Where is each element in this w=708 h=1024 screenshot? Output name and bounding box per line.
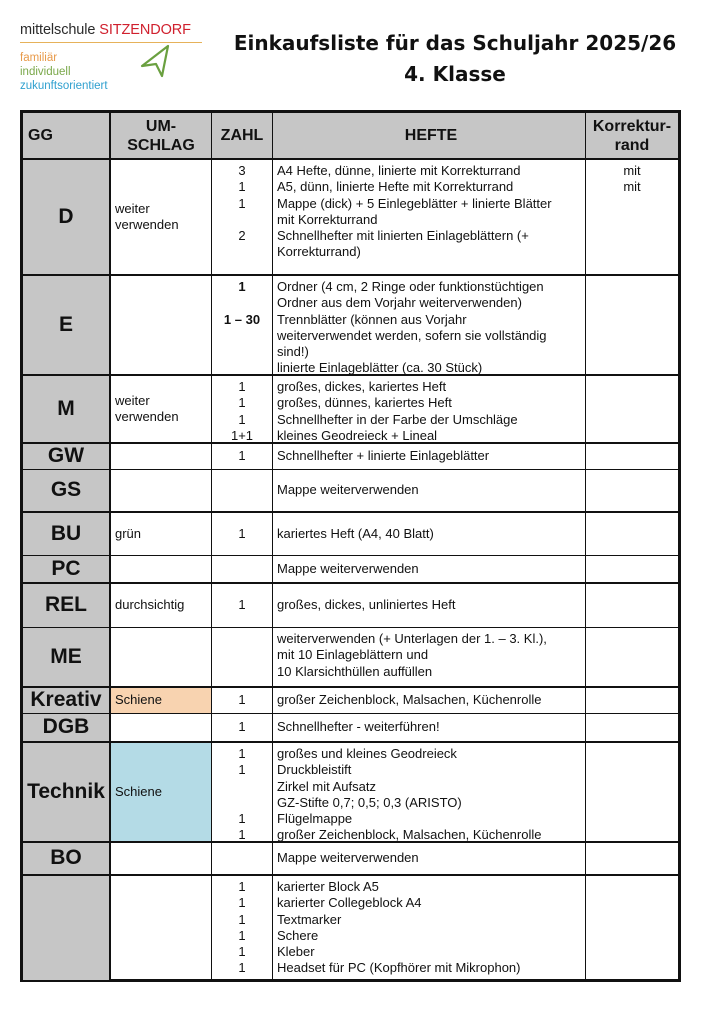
header-korrekturrand: Korrektur- rand: [586, 113, 678, 158]
school-name-brand: SITZENDORF: [99, 22, 191, 38]
zahl-cell: [212, 376, 273, 442]
hefte-line: Flügelmappe: [277, 811, 353, 827]
subject-cell: GW: [23, 444, 111, 469]
zahl-line: 2: [238, 228, 246, 244]
table-row: [23, 688, 678, 714]
zahl-line: 1: [238, 746, 246, 761]
hefte-cell: [273, 688, 586, 713]
document-title: [210, 28, 700, 90]
korrekturrand-cell: [586, 160, 678, 274]
hefte-line: kariertes Heft (A4, 40 Blatt): [277, 525, 434, 541]
hefte-line: Ordner aus dem Vorjahr weiterverwenden): [277, 295, 522, 311]
zahl-cell: [212, 843, 273, 874]
table-row: [23, 843, 678, 876]
zahl-cell: [212, 584, 273, 627]
umschlag-cell: weiter verwenden: [111, 376, 212, 442]
hefte-line: karierter Block A5: [277, 879, 379, 894]
zahl-line: 1: [238, 279, 246, 294]
header-zahl: ZAHL: [212, 113, 273, 158]
korrekturrand-cell: [586, 876, 678, 980]
hefte-line: sind!): [277, 344, 309, 360]
hefte-line: Headset für PC (Kopfhörer mit Mikrophon): [277, 960, 521, 976]
umschlag-cell: [111, 714, 212, 741]
zahl-line: [212, 295, 272, 311]
subject-cell: DGB: [23, 714, 111, 741]
zahl-line: 1: [238, 911, 246, 927]
hefte-line: Schnellhefter in der Farbe der Umschläge: [277, 411, 518, 427]
hefte-cell: [273, 843, 586, 874]
zahl-cell: [212, 714, 273, 741]
hefte-line: Kleber: [277, 944, 315, 960]
header-umschlag: UM- SCHLAG: [111, 113, 212, 158]
zahl-line: 1: [238, 448, 246, 464]
zahl-line: 1: [238, 895, 246, 911]
hefte-cell: [273, 513, 586, 555]
zahl-line: [212, 244, 272, 260]
table-row: [23, 556, 678, 584]
zahl-line: 1: [238, 927, 246, 943]
umschlag-cell: [111, 444, 212, 469]
hefte-line: großes, dünnes, kariertes Heft: [277, 395, 452, 411]
hefte-line: kleines Geodreieck + Lineal: [277, 427, 438, 443]
zahl-cell: [212, 876, 273, 980]
hefte-line: A4 Hefte, dünne, linierte mit Korrekturrand: [277, 163, 521, 178]
hefte-line: weiterverwendet werden, sofern sie vollständig: [277, 327, 547, 343]
korrekturrand-cell: [586, 556, 678, 582]
hefte-cell: [273, 628, 586, 686]
umschlag-cell: [111, 876, 212, 980]
zahl-cell: [212, 276, 273, 374]
school-name: [20, 22, 191, 38]
zahl-line: 1: [238, 597, 246, 613]
table-row: [23, 444, 678, 470]
hefte-cell: [273, 556, 586, 582]
hefte-line: großer Zeichenblock, Malsachen, Küchenrolle: [277, 692, 542, 708]
table-row: [23, 584, 678, 628]
zahl-line: [212, 779, 272, 795]
subject-cell: E: [23, 276, 111, 374]
umschlag-cell: Schiene: [111, 688, 212, 713]
zahl-line: [212, 631, 272, 647]
zahl-line: [212, 212, 272, 228]
subject-cell: M: [23, 376, 111, 442]
zahl-cell: [212, 688, 273, 713]
zahl-line: [212, 344, 272, 360]
hefte-cell: [273, 376, 586, 442]
zahl-line: 1: [238, 944, 246, 960]
hefte-line: Textmarker: [277, 911, 342, 927]
hefte-cell: [273, 743, 586, 841]
subject-cell: [23, 876, 111, 980]
hefte-line: mit Korrekturrand: [277, 211, 378, 227]
subject-cell: REL: [23, 584, 111, 627]
table-row: [23, 743, 678, 843]
zahl-line: [212, 360, 272, 376]
korrekturrand-cell: [586, 843, 678, 874]
korrekturrand-cell: [586, 584, 678, 627]
umschlag-cell: weiter verwenden: [111, 160, 212, 274]
zahl-cell: [212, 470, 273, 511]
school-logo: [20, 22, 210, 100]
hefte-line: Mappe weiterverwenden: [277, 850, 419, 866]
zahl-cell: [212, 556, 273, 582]
hefte-line: weiterverwenden (+ Unterlagen der 1. – 3. Kl.),: [277, 631, 547, 646]
korrekturrand-line: mit: [623, 163, 641, 178]
zahl-line: 1: [238, 179, 246, 195]
table-row: [23, 628, 678, 688]
korrekturrand-cell: [586, 276, 678, 374]
subject-cell: D: [23, 160, 111, 274]
umschlag-cell: [111, 843, 212, 874]
zahl-line: 1 – 30: [223, 311, 261, 327]
hefte-line: Schere: [277, 927, 319, 943]
zahl-cell: [212, 444, 273, 469]
title-line-1: Einkaufsliste für das Schuljahr 2025/26: [233, 31, 677, 55]
korrekturrand-line: mit: [623, 179, 641, 195]
hefte-line: Schnellhefter mit linierten Einlageblättern (+: [277, 228, 529, 244]
hefte-cell: [273, 714, 586, 741]
zahl-line: 1: [238, 960, 246, 976]
subject-cell: ME: [23, 628, 111, 686]
hefte-line: großes und kleines Geodreieck: [277, 746, 457, 761]
hefte-line: 10 Klarsichthüllen auffüllen: [277, 663, 433, 679]
hefte-line: Trennblätter (können aus Vorjahr: [277, 311, 467, 327]
hefte-line: großes, dickes, unliniertes Heft: [277, 597, 456, 613]
umschlag-cell: Schiene: [111, 743, 212, 841]
zahl-line: 1: [238, 879, 246, 894]
subject-cell: GS: [23, 470, 111, 511]
korrekturrand-cell: [586, 376, 678, 442]
hefte-cell: [273, 876, 586, 980]
hefte-cell: [273, 584, 586, 627]
table-header-row: [23, 113, 678, 160]
zahl-line: [212, 328, 272, 344]
logo-divider: [20, 42, 202, 43]
hefte-line: mit 10 Einlageblättern und: [277, 647, 429, 663]
hefte-line: Zirkel mit Aufsatz: [277, 778, 376, 794]
school-name-prefix: mittelschule: [20, 22, 100, 38]
zahl-line: 1: [238, 692, 246, 708]
zahl-line: 1: [238, 811, 246, 827]
zahl-cell: [212, 160, 273, 274]
hefte-line: Schnellhefter - weiterführen!: [277, 719, 440, 735]
zahl-line: 1+1: [230, 427, 254, 443]
hefte-line: Ordner (4 cm, 2 Ringe oder funktionstüchtigen: [277, 279, 544, 294]
korrekturrand-cell: [586, 688, 678, 713]
subject-cell: BO: [23, 843, 111, 874]
hefte-cell: [273, 160, 586, 274]
tagline-future: zukunftsorientiert: [20, 80, 108, 92]
korrekturrand-cell: [586, 513, 678, 555]
table-row: [23, 376, 678, 444]
hefte-line: linierte Einlageblätter (ca. 30 Stück): [277, 360, 483, 376]
hefte-cell: [273, 470, 586, 511]
zahl-cell: [212, 743, 273, 841]
zahl-line: 1: [238, 827, 246, 843]
hefte-cell: [273, 444, 586, 469]
table-row: [23, 160, 678, 276]
zahl-line: 1: [238, 719, 246, 735]
subject-cell: PC: [23, 556, 111, 582]
zahl-line: 1: [238, 411, 246, 427]
hefte-line: Mappe weiterverwenden: [277, 482, 419, 498]
table-row: [23, 513, 678, 556]
zahl-line: [212, 795, 272, 811]
table-row: [23, 714, 678, 743]
umschlag-cell: durchsichtig: [111, 584, 212, 627]
table-row: [23, 876, 678, 980]
hefte-line: GZ-Stifte 0,7; 0,5; 0,3 (ARISTO): [277, 794, 462, 810]
hefte-line: Schnellhefter + linierte Einlageblätter: [277, 448, 490, 464]
zahl-line: 1: [238, 762, 246, 778]
hefte-line: Mappe (dick) + 5 Einlegeblätter + linierte Blätter: [277, 195, 552, 211]
hefte-cell: [273, 276, 586, 374]
zahl-cell: [212, 628, 273, 686]
hefte-line: großes, dickes, kariertes Heft: [277, 379, 447, 394]
zahl-line: 1: [238, 395, 246, 411]
paper-plane-arrow-icon: [138, 44, 178, 78]
zahl-line: 1: [238, 379, 246, 394]
zahl-cell: [212, 513, 273, 555]
table-row: [23, 276, 678, 376]
korrekturrand-cell: [586, 444, 678, 469]
hefte-line: großer Zeichenblock, Malsachen, Küchenrolle: [277, 827, 542, 843]
shopping-list-table: [20, 110, 681, 982]
umschlag-cell: [111, 470, 212, 511]
hefte-line: Korrekturrand): [277, 244, 361, 260]
header-hefte: HEFTE: [273, 113, 586, 158]
zahl-line: 3: [238, 163, 246, 178]
subject-cell: Kreativ: [23, 688, 111, 713]
zahl-line: 1: [238, 195, 246, 211]
korrekturrand-cell: [586, 470, 678, 511]
umschlag-cell: [111, 556, 212, 582]
subject-cell: Technik: [23, 743, 111, 841]
umschlag-cell: [111, 628, 212, 686]
subject-cell: BU: [23, 513, 111, 555]
umschlag-cell: [111, 276, 212, 374]
tagline-individual: individuell: [20, 66, 71, 78]
hefte-line: Druckbleistift: [277, 762, 352, 778]
korrekturrand-cell: [586, 628, 678, 686]
korrekturrand-cell: [586, 743, 678, 841]
hefte-line: karierter Collegeblock A4: [277, 895, 422, 911]
umschlag-cell: grün: [111, 513, 212, 555]
hefte-line: Mappe weiterverwenden: [277, 560, 419, 576]
tagline-familiar: familiär: [20, 52, 58, 64]
zahl-line: 1: [238, 525, 246, 541]
header-gg: GG: [23, 113, 111, 158]
table-row: [23, 470, 678, 513]
title-line-2: 4. Klasse: [404, 62, 506, 86]
korrekturrand-cell: [586, 714, 678, 741]
hefte-line: A5, dünn, linierte Hefte mit Korrekturrand: [277, 179, 514, 195]
